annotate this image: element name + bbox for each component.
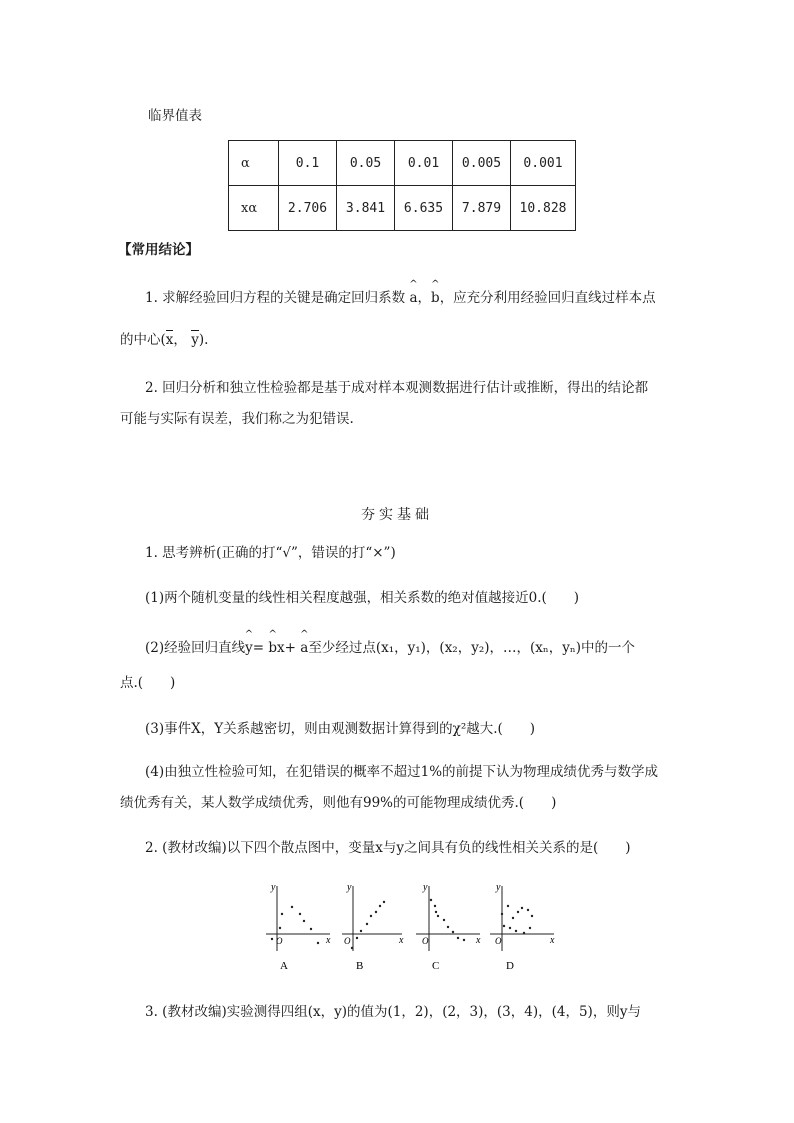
data-point	[370, 915, 372, 917]
question-1-statement-1: (1)两个随机变量的线性相关程度越强，相关系数的绝对值越接近0.( )	[145, 590, 580, 606]
data-point	[291, 906, 293, 908]
table-cell: 3.841	[337, 186, 395, 231]
scatter-plots	[258, 876, 563, 976]
origin-label: O	[276, 936, 283, 946]
table-cell: 0.001	[511, 141, 576, 186]
x-axis-label: x	[326, 935, 331, 946]
data-point	[303, 920, 305, 922]
question-1-statement-2: (2)经验回归直线^ y= ^ bx+ ^ a至少经过点(x₁，y₁)，(x₂，y₂)，…，(xₙ，yₙ)中的一个	[145, 642, 705, 656]
data-point	[434, 905, 436, 907]
data-point	[279, 927, 281, 929]
option-label: D	[506, 960, 514, 972]
table-row	[229, 186, 576, 231]
data-point	[447, 926, 449, 928]
data-point	[430, 899, 432, 901]
origin-label: O	[422, 936, 429, 946]
scatter-plot-d	[490, 882, 555, 972]
table-row	[229, 141, 576, 186]
origin-label: O	[344, 936, 351, 946]
conclusion-1-line-1: 1. 求解经验回归方程的关键是确定回归系数 ^ a，^ b，应充分利用经验回归直线过样本点	[145, 292, 705, 306]
question-1-statement-4-line-1: (4)由独立性检验可知，在犯错误的概率不超过1%的前提下认为物理成绩优秀与数学成	[145, 764, 659, 780]
question-3-stem: 3. (教材改编)实验测得四组(x，y)的值为(1，2)，(2，3)，(3，4)，(4，5)，则y与	[145, 1004, 641, 1020]
y-axis-label: y	[496, 882, 501, 893]
data-point	[529, 927, 531, 929]
x-axis-label: x	[399, 935, 404, 946]
data-point	[356, 937, 358, 939]
data-point	[521, 907, 523, 909]
table-row-header-x-alpha: xα	[229, 186, 279, 231]
table-cell: 10.828	[511, 186, 576, 231]
y-axis-label: y	[271, 882, 276, 893]
conclusion-2-line-1: 2. 回归分析和独立性检验都是基于成对样本观测数据进行估计或推断，得出的结论都	[145, 380, 649, 396]
data-point	[503, 925, 505, 927]
option-label: A	[280, 960, 288, 972]
scatter-plot-a	[266, 882, 331, 972]
table-cell: 0.005	[453, 141, 511, 186]
question-1-statement-4-line-2: 绩优秀有关，某人数学成绩优秀，则他有99%的可能物理成绩优秀.( )	[120, 795, 557, 811]
table-cell: 0.05	[337, 141, 395, 186]
table-cell: 0.1	[279, 141, 337, 186]
table-cell: 7.879	[453, 186, 511, 231]
data-point	[299, 913, 301, 915]
table-cell: 0.01	[395, 141, 453, 186]
question-2-stem: 2. (教材改编)以下四个散点图中，变量x与y之间具有负的线性相关关系的是( )	[145, 840, 631, 856]
data-point	[457, 937, 459, 939]
x-axis-label: x	[476, 935, 481, 946]
y-axis-label: y	[347, 882, 352, 893]
scatter-plot-b	[342, 882, 404, 972]
data-point	[531, 915, 533, 917]
table-cell: 6.635	[395, 186, 453, 231]
y-bar: y	[191, 332, 199, 348]
question-1-statement-3: (3)事件X，Y关系越密切，则由观测数据计算得到的χ²越大.( )	[145, 721, 536, 737]
table-row-header-alpha: α	[229, 141, 279, 186]
option-label: B	[356, 960, 364, 972]
conclusion-1-line-2: 的中心(x， y).	[120, 332, 209, 348]
data-point	[515, 930, 517, 932]
question-1-stem: 1. 思考辨析(正确的打“√”，错误的打“×”)	[145, 545, 396, 561]
data-point	[379, 905, 381, 907]
data-point	[512, 917, 514, 919]
hat-a: ^ a	[409, 292, 417, 306]
data-point	[517, 911, 519, 913]
scatter-plot-c	[416, 882, 481, 972]
x-axis-label: x	[550, 935, 555, 946]
data-point	[437, 915, 439, 917]
question-1-statement-2-line-2: 点.( )	[120, 675, 176, 691]
data-point	[351, 947, 353, 949]
table-caption: 临界值表	[148, 108, 202, 124]
data-point	[509, 927, 511, 929]
table-cell: 2.706	[279, 186, 337, 231]
origin-label: O	[495, 936, 502, 946]
option-label: C	[432, 960, 440, 972]
data-point	[435, 911, 437, 913]
data-point	[383, 901, 385, 903]
conclusions-heading: 【常用结论】	[118, 242, 199, 258]
data-point	[317, 942, 319, 944]
y-axis-label: y	[423, 882, 428, 893]
data-point	[375, 911, 377, 913]
data-point	[463, 939, 465, 941]
data-point	[507, 905, 509, 907]
data-point	[360, 930, 362, 932]
data-point	[501, 913, 503, 915]
data-point	[281, 913, 283, 915]
hat-b: ^ b	[431, 292, 440, 306]
data-point	[366, 923, 368, 925]
section-title: 夯实基础	[361, 507, 433, 523]
data-point	[523, 932, 525, 934]
data-point	[271, 938, 273, 940]
data-point	[452, 931, 454, 933]
data-point	[443, 919, 445, 921]
x-bar: x	[165, 332, 174, 348]
data-point	[527, 909, 529, 911]
critical-value-table	[228, 140, 576, 231]
data-point	[310, 928, 312, 930]
conclusion-2-line-2: 可能与实际有误差，我们称之为犯错误.	[120, 411, 354, 427]
